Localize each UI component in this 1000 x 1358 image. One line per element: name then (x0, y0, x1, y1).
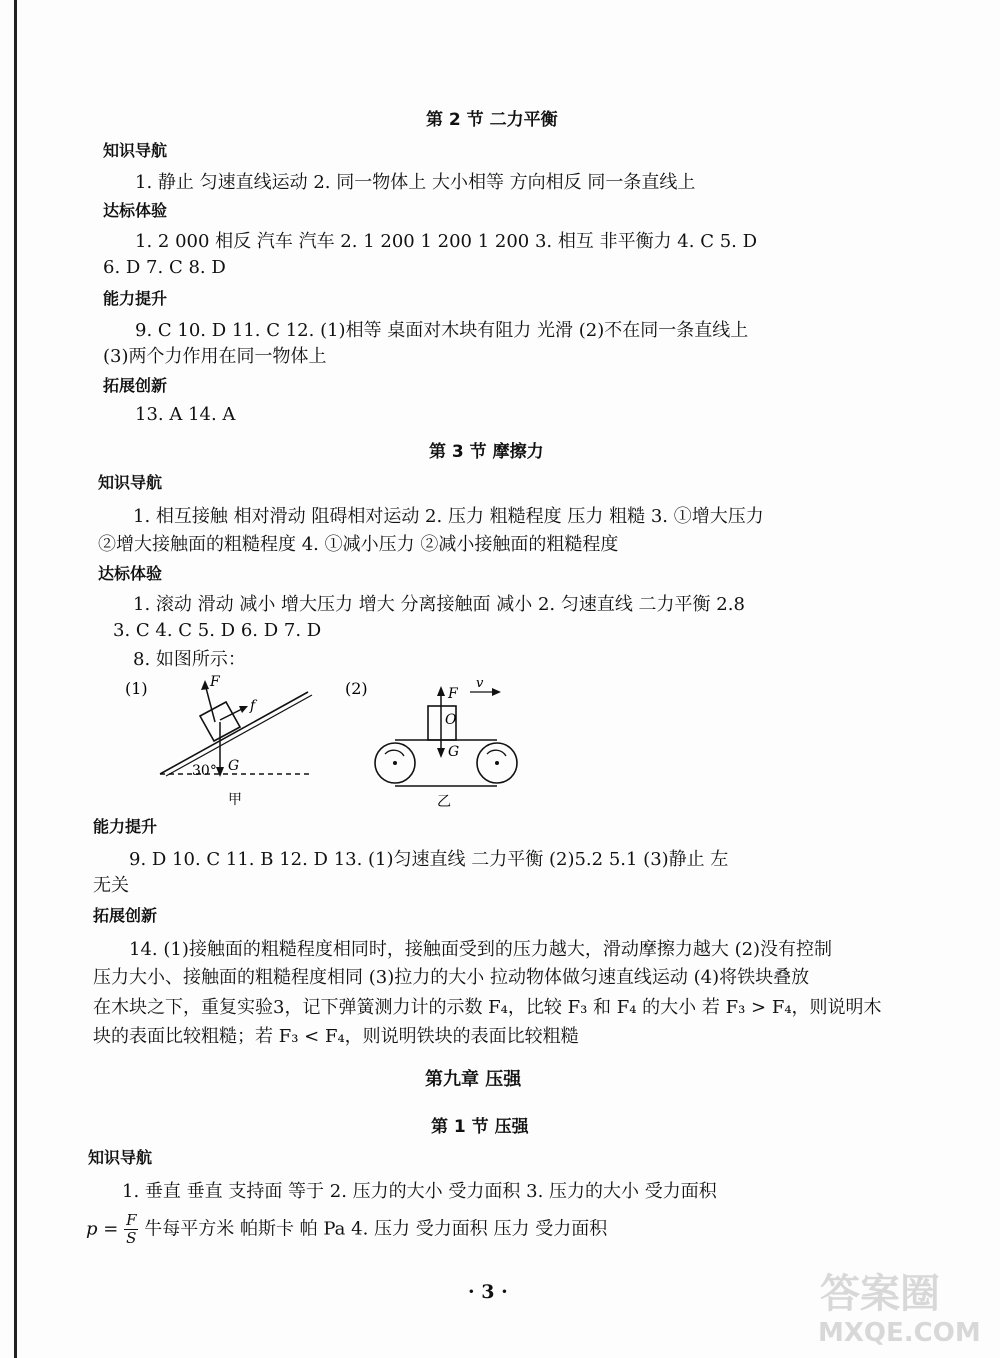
right-rotation-arrow (487, 750, 506, 756)
ch9-knowledge-line-2 (86, 1212, 607, 1247)
figure-1-caption: 甲 (228, 792, 242, 808)
pressure-formula-fraction (124, 1212, 138, 1247)
gravity-G-arrowhead-2 (437, 748, 445, 758)
sec3-extension-line-3: 在木块之下，重复实验3，记下弹簧测力计的示数 F₄，比较 F₃ 和 F₄ 的大小 若 F₃ > F₄，则说明木 (93, 997, 882, 1018)
sec3-ability-line-1: 9. D 10. C 11. B 12. D 13. (1)匀速直线 二力平衡 (2)5.2 5.1 (3)静止 左 (129, 849, 729, 870)
sec2-practice-line-2: 6. D 7. C 8. D (103, 257, 226, 278)
sec3-extension-line-4: 块的表面比较粗糙；若 F₃ < F₄，则说明铁块的表面比较粗糙 (93, 1026, 579, 1047)
ch9-heading-knowledge: 知识导航 (88, 1148, 153, 1167)
sec3-practice-line-1: 1. 滚动 滑动 减小 增大压力 增大 分离接触面 减小 2. 匀速直线 二力平衡 2.8 (133, 594, 745, 615)
pressure-formula-p: p = (86, 1218, 119, 1240)
watermark-url: MXQE.COM (818, 1318, 981, 1348)
right-pulley-axle (495, 761, 499, 765)
sec2-knowledge-line-1: 1. 静止 匀速直线运动 2. 同一物体上 大小相等 方向相反 同一条直线上 (135, 172, 696, 193)
velocity-arrowhead (492, 688, 501, 696)
label-G-2: G (448, 744, 460, 760)
figure-conveyor (340, 672, 540, 822)
figure-2-label: (2) (345, 679, 368, 698)
sec2-extension-line-1: 13. A 14. A (135, 404, 236, 425)
page-number: · 3 · (468, 1281, 508, 1303)
label-angle: 30° (192, 763, 217, 779)
chapter-9-title: 第九章 压强 (425, 1069, 522, 1090)
label-O: O (445, 712, 457, 728)
sec2-practice-line-1: 1. 2 000 相反 汽车 汽车 2. 1 200 1 200 1 200 3. 相互 非平衡力 4. C 5. D (135, 231, 758, 252)
sec3-heading-extension: 拓展创新 (93, 906, 158, 925)
friction-f-arrow (220, 708, 244, 720)
force-F-arrowhead (201, 680, 209, 690)
fraction-numerator: F (126, 1211, 137, 1229)
sec2-heading-ability: 能力提升 (103, 289, 168, 308)
label-F: F (210, 674, 220, 690)
sec3-extension-line-2: 压力大小、接触面的粗糙程度相同 (3)拉力的大小 拉动物体做匀速直线运动 (4)将铁块叠放 (93, 967, 810, 988)
label-v: v (476, 676, 484, 691)
ch9-knowledge-line-2-rest: 牛每平方米 帕斯卡 帕 Pa 4. 压力 受力面积 压力 受力面积 (144, 1218, 608, 1240)
sec3-practice-line-2: 3. C 4. C 5. D 6. D 7. D (113, 620, 322, 641)
figure-1-label: (1) (125, 679, 148, 698)
sec3-extension-line-1: 14. (1)接触面的粗糙程度相同时，接触面受到的压力越大，滑动摩擦力越大 (2)没有控制 (129, 939, 833, 960)
fraction-denominator: S (126, 1229, 137, 1247)
figure-2-caption: 乙 (437, 794, 451, 810)
label-f: f (250, 698, 256, 714)
ch9-knowledge-line-1: 1. 垂直 垂直 支持面 等于 2. 压力的大小 受力面积 3. 压力的大小 受力面积 (122, 1181, 717, 1202)
section-3-title: 第 3 节 摩擦力 (429, 442, 544, 462)
sec2-heading-knowledge: 知识导航 (103, 141, 168, 160)
gravity-G-arrowhead (216, 767, 224, 777)
sec2-ability-line-2: (3)两个力作用在同一物体上 (103, 346, 327, 367)
ch9-section-1-title: 第 1 节 压强 (431, 1117, 529, 1137)
watermark-logo: 答案圈 (820, 1271, 940, 1317)
sec2-heading-extension: 拓展创新 (103, 376, 168, 395)
sec3-heading-ability: 能力提升 (93, 817, 158, 836)
label-F-2: F (448, 686, 458, 702)
force-F-arrowhead-2 (437, 686, 445, 696)
sec3-ability-line-2: 无关 (93, 875, 129, 896)
sec3-heading-knowledge: 知识导航 (98, 473, 163, 492)
left-pulley-axle (393, 761, 397, 765)
label-G: G (228, 758, 240, 774)
section-2-title: 第 2 节 二力平衡 (426, 110, 558, 130)
left-rotation-arrow (385, 750, 404, 756)
sec2-ability-line-1: 9. C 10. D 11. C 12. (1)相等 桌面对木块有阻力 光滑 (2)不在同一条直线上 (135, 320, 749, 341)
sec3-heading-practice: 达标体验 (98, 564, 163, 583)
sec3-knowledge-line-2: ②增大接触面的粗糙程度 4. ①减小压力 ②减小接触面的粗糙程度 (98, 534, 619, 555)
figure-incline (120, 672, 340, 822)
sec3-practice-line-3: 8. 如图所示： (133, 649, 246, 670)
sec2-heading-practice: 达标体验 (103, 201, 168, 220)
sec3-knowledge-line-1: 1. 相互接触 相对滑动 阻碍相对运动 2. 压力 粗糙程度 压力 粗糙 3. ①增大压力 (133, 506, 764, 527)
page-binding-edge (14, 0, 17, 1358)
